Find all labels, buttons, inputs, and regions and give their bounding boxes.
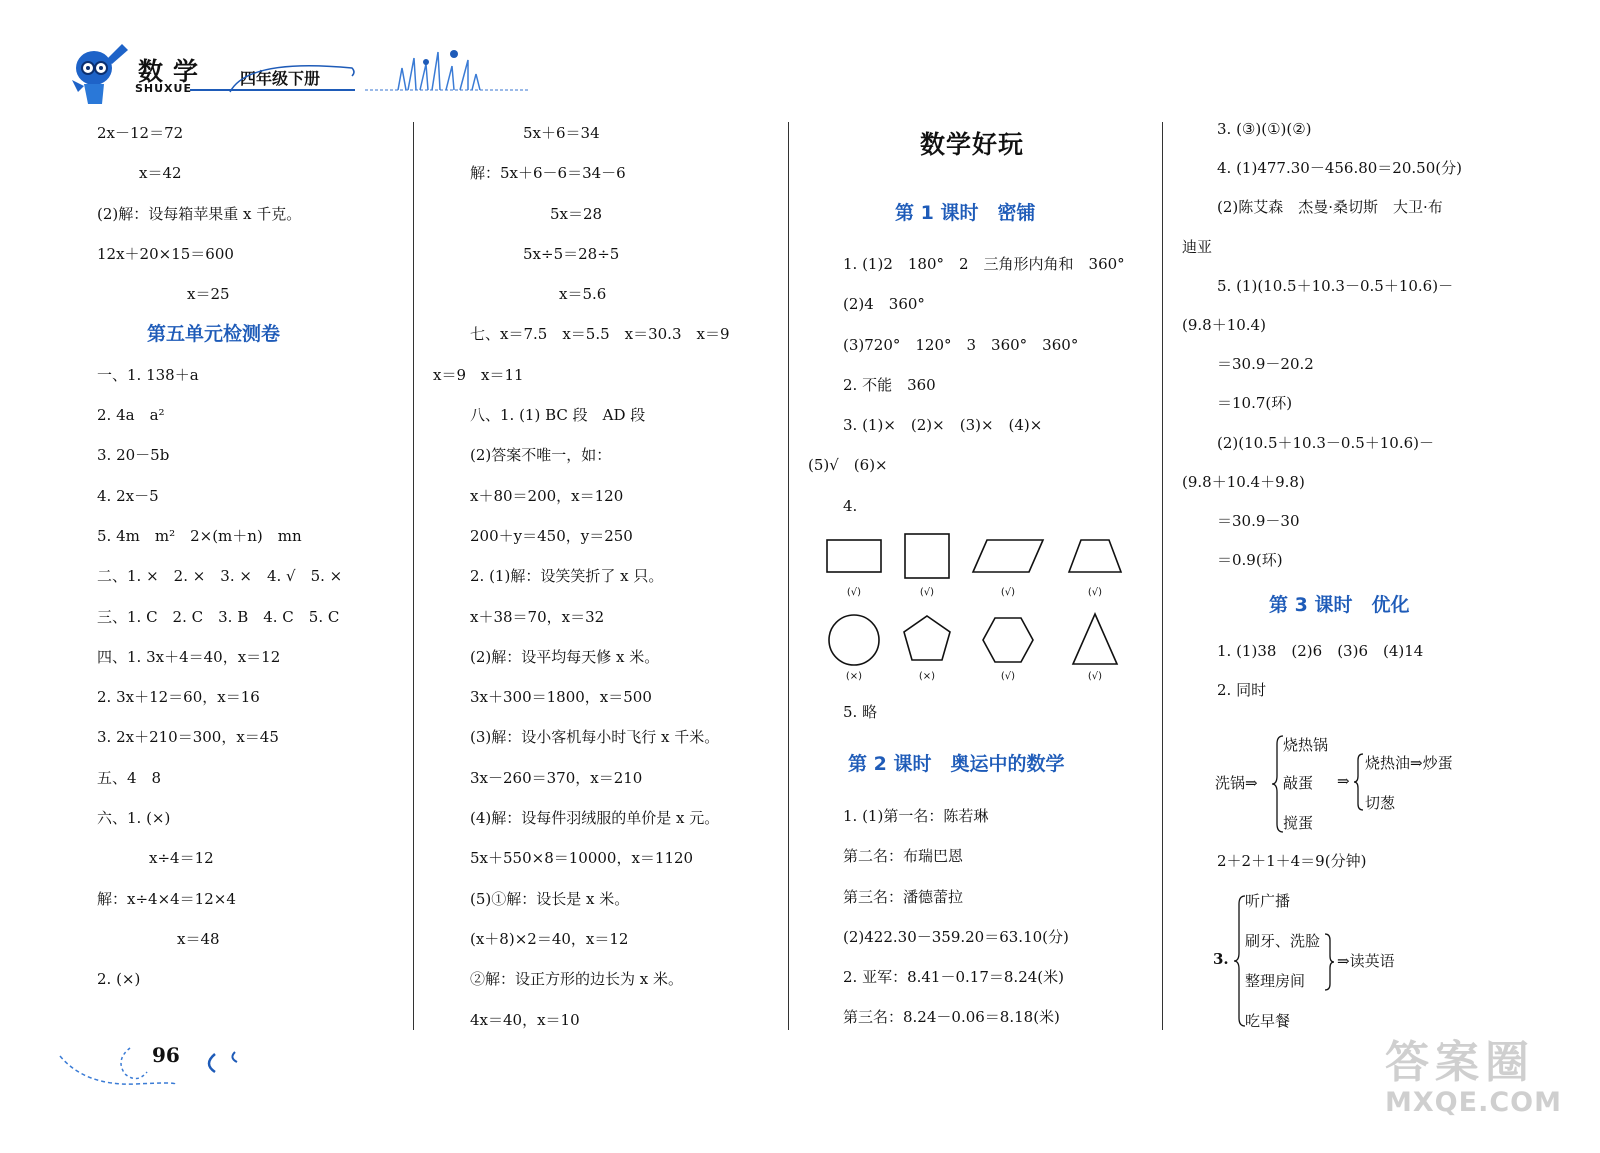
line: 解：x÷4×4＝12×4 (97, 889, 236, 908)
line: x＝25 (187, 285, 230, 304)
line: (3)解：设小客机每小时飞行 x 千米。 (470, 728, 720, 747)
flow-start: 洗锅⇒ (1215, 774, 1258, 792)
line: 二、1. × 2. × 3. × 4. √ 5. × (97, 567, 343, 586)
flow-step: 听广播 (1245, 892, 1291, 910)
line: x＝48 (177, 929, 220, 948)
line: 3. 2x＋210＝300，x＝45 (97, 728, 279, 747)
line: 1. (1)2 180° 2 三角形内角和 360° (843, 255, 1125, 273)
column-divider (1162, 122, 1163, 1030)
header-title: 数学 (138, 57, 209, 86)
answer-column-2 (433, 113, 730, 1040)
flow-step: 切葱 (1365, 794, 1396, 812)
header-subtitle: SHUXUE (135, 82, 192, 95)
shape-mark: (√) (1087, 671, 1103, 682)
line: 2. 4a a² (97, 406, 165, 425)
line: 四、1. 3x＋4＝40，x＝12 (97, 647, 281, 666)
line: 5x＋550×8＝10000，x＝1120 (470, 849, 694, 868)
line: (2)(10.5＋10.3－0.5＋10.6)－ (1217, 433, 1435, 452)
answer-column-4 (1182, 110, 1462, 711)
line: x＋80＝200，x＝120 (470, 486, 624, 505)
trapezoid-icon (1069, 540, 1121, 572)
line: (2)4 360° (843, 295, 925, 314)
line: 3. (③)(①)(②) (1217, 120, 1312, 138)
line: x＋38＝70，x＝32 (470, 607, 605, 626)
line: 3. 20－5b (97, 446, 170, 465)
line: ＝30.9－30 (1217, 511, 1300, 530)
shape-mark: (√) (1000, 587, 1016, 598)
line: (5)√ (6)× (808, 456, 888, 475)
item-label: 3. (1213, 950, 1229, 968)
shape-mark: (√) (846, 587, 862, 598)
line: 5x＝28 (550, 204, 603, 223)
line: 5x÷5＝28÷5 (523, 244, 620, 263)
line: 3. (1)× (2)× (3)× (4)× (843, 416, 1043, 435)
watermark-text: 答案圈 (1385, 1037, 1535, 1088)
line: 1. (1)38 (2)6 (3)6 (4)14 (1217, 642, 1424, 661)
mascot-logo-icon (64, 40, 140, 106)
page-header (0, 0, 1600, 110)
answer-column-1 (97, 113, 342, 1000)
header-grade: 四年级下册 (240, 69, 321, 88)
line: (x＋8)×2＝40，x＝12 (470, 929, 629, 948)
process-flow-diagram (1215, 730, 1515, 840)
line: 4x＝40，x＝10 (470, 1010, 580, 1029)
line: ＝0.9(环) (1217, 551, 1283, 570)
line: (2)陈艾森 杰曼·桑切斯 大卫·布 (1217, 198, 1443, 217)
square-icon (905, 534, 949, 578)
line: x÷4＝12 (149, 849, 214, 868)
line: 5. 略 (843, 703, 878, 721)
line: 五、4 8 (97, 768, 162, 787)
line: 第三名：潘德蕾拉 (843, 887, 964, 906)
watermark-url: MXQE.COM (1385, 1087, 1562, 1118)
shape-mark: (√) (1000, 671, 1016, 682)
line: 迪亚 (1182, 237, 1213, 256)
flow-step: 刷牙、洗脸 (1245, 932, 1321, 950)
flow-step: 搅蛋 (1283, 814, 1314, 832)
column-divider (788, 122, 789, 1030)
pentagon-icon (904, 616, 950, 660)
line: ＝30.9－20.2 (1217, 355, 1314, 374)
line: (2)答案不唯一，如： (470, 446, 612, 465)
section-title: 数学好玩 (920, 130, 1025, 159)
line: x＝42 (139, 164, 182, 183)
flow-step: 敲蛋 (1283, 774, 1314, 792)
page-number: 96 (152, 1043, 180, 1067)
line: 12x＋20×15＝600 (97, 244, 234, 263)
line: x＝5.6 (559, 285, 607, 304)
flow-step: 烧热油⇒炒蛋 (1365, 754, 1453, 772)
line: 七、x＝7.5 x＝5.5 x＝30.3 x＝9 (470, 325, 730, 344)
column-divider (413, 122, 414, 1030)
line: 4. (1)477.30－456.80＝20.50(分) (1217, 159, 1462, 178)
line: 一、1. 138＋a (97, 365, 199, 384)
line: (2)解：设每箱苹果重 x 千克。 (97, 204, 302, 223)
line: 2. 3x＋12＝60，x＝16 (97, 688, 260, 707)
line: 2. (×) (97, 970, 141, 989)
line: 5. 4m m² 2×(m＋n) mn (97, 526, 302, 545)
left-brace-icon (1233, 894, 1247, 1028)
line: 2. 不能 360 (843, 375, 936, 394)
line: ＝10.7(环) (1217, 394, 1293, 413)
line: 1. (1)第一名：陈若琳 (843, 807, 989, 825)
line: x＝9 x＝11 (433, 365, 524, 384)
line: 2. 同时 (1217, 681, 1267, 700)
shape-mark: (×) (845, 671, 863, 682)
line: 解：5x＋6－6＝34－6 (470, 164, 626, 183)
line: (5)①解：设长是 x 米。 (470, 889, 630, 908)
flow-step: 烧热锅 (1283, 736, 1329, 754)
line: 4. 2x－5 (97, 486, 159, 505)
line: 2＋2＋1＋4＝9(分钟) (1217, 852, 1367, 870)
flow-arrow: ⇒ (1337, 772, 1350, 790)
line: (9.8＋10.4＋9.8) (1182, 472, 1305, 491)
answer-column-3 (808, 120, 1125, 526)
line: (2)解：设平均每天修 x 米。 (470, 647, 660, 666)
site-watermark (1385, 1038, 1562, 1118)
header-decoration-icon (130, 50, 530, 100)
line: ②解：设正方形的边长为 x 米。 (470, 970, 683, 989)
parallelogram-icon (973, 540, 1043, 572)
shape-mark: (√) (919, 587, 935, 598)
section-heading: 第五单元检测卷 (147, 323, 281, 346)
rectangle-icon (827, 540, 881, 572)
line: (4)解：设每件羽绒服的单价是 x 元。 (470, 809, 720, 828)
line: (3)720° 120° 3 360° 360° (843, 335, 1079, 354)
left-brace-icon (1353, 752, 1365, 812)
line: 八、1. (1) BC 段 AD 段 (470, 406, 646, 425)
flow-result: ⇒读英语 (1337, 952, 1395, 970)
triangle-icon (1073, 614, 1117, 664)
flow-step: 整理房间 (1245, 972, 1306, 990)
circle-icon (829, 615, 879, 665)
shape-mark: (√) (1087, 587, 1103, 598)
answer-column-3-lower (808, 692, 1069, 1038)
line: 200＋y＝450，y＝250 (470, 526, 633, 545)
lesson-heading: 第 3 课时 优化 (1269, 594, 1410, 617)
line: 第三名：8.24－0.06＝8.18(米) (843, 1008, 1060, 1027)
right-brace-icon (1323, 932, 1335, 992)
line: (2)422.30－359.20＝63.10(分) (843, 927, 1069, 946)
shape-mark: (×) (918, 671, 936, 682)
line: 2x－12＝72 (97, 124, 184, 142)
line: 第二名：布瑞巴恩 (843, 847, 964, 866)
line: 5x＋6＝34 (523, 124, 600, 142)
morning-plan-diagram (1213, 888, 1513, 1033)
line: 3x－260＝370，x＝210 (470, 768, 643, 787)
hexagon-icon (983, 618, 1033, 662)
line: 5. (1)(10.5＋10.3－0.5＋10.6)－ (1217, 276, 1454, 295)
lesson-heading: 第 1 课时 密铺 (895, 202, 1036, 224)
line: 3x＋300＝1800，x＝500 (470, 688, 652, 707)
line: 2. 亚军：8.41－0.17＝8.24(米) (843, 968, 1064, 987)
line: 4. (843, 496, 858, 515)
line: 2. (1)解：设笑笑折了 x 只。 (470, 567, 664, 586)
line: 六、1. (×) (97, 809, 171, 828)
flow-step: 吃早餐 (1245, 1012, 1291, 1030)
tessellation-shapes (815, 528, 1145, 698)
line: (9.8＋10.4) (1182, 315, 1266, 334)
lesson-heading: 第 2 课时 奥运中的数学 (848, 753, 1065, 775)
line: 三、1. C 2. C 3. B 4. C 5. C (97, 607, 340, 626)
